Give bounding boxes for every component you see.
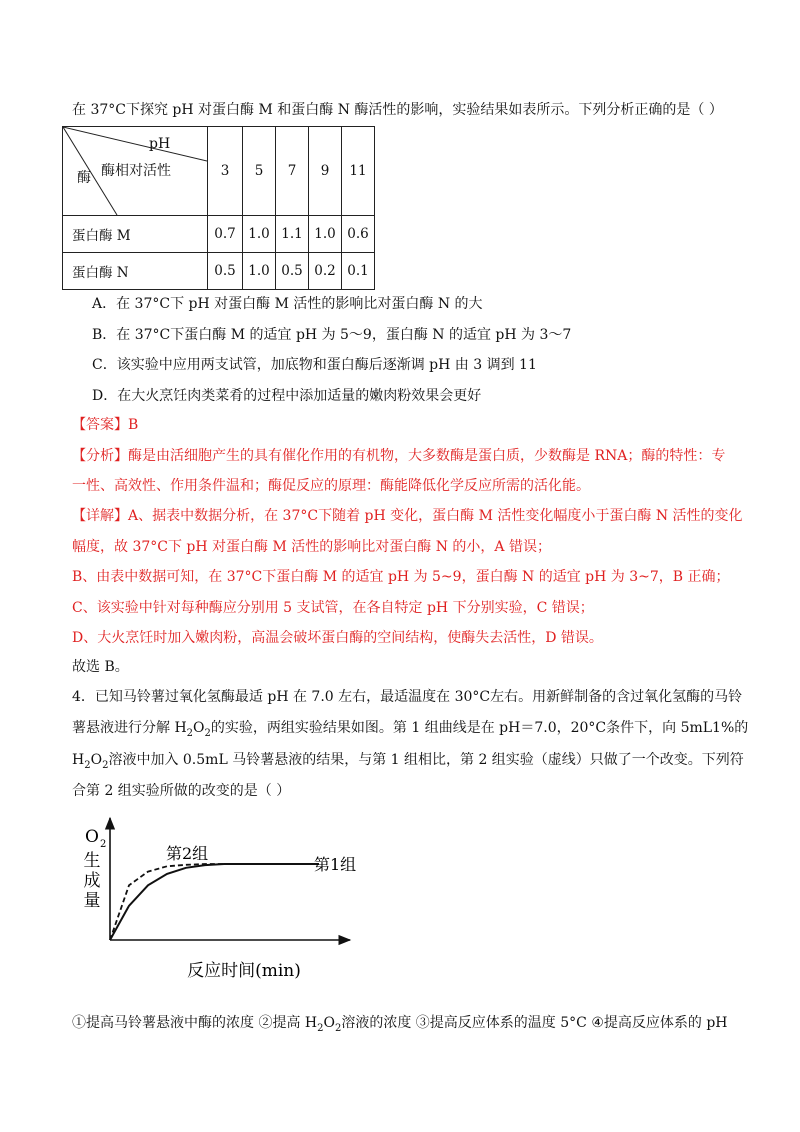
detail-line-2: 幅度，故 37°C下 pH 对蛋白酶 M 活性的影响比对蛋白酶 N 的小，A 错误； (72, 539, 551, 555)
table-cell: 1.0 (309, 216, 342, 253)
table-row (63, 253, 375, 290)
ph-header: 11 (342, 127, 375, 216)
q4-choices: ①提高马铃薯悬液中酶的浓度 ②提高 $H_2O_2$溶液的浓度 ③提高反应体系的温度 5°C ④提高反应体系的 pH (72, 1015, 728, 1034)
detail-line-1: 【详解】A、据表中数据分析，在 37°C下随着 pH 变化，蛋白酶 M 活性变化幅度小于蛋白酶 N 活性的变化 (72, 508, 743, 524)
y-axis-label-char: 生 (83, 851, 101, 871)
y-axis-label-sub: 2 (100, 839, 107, 850)
table-corner-cell (63, 127, 208, 216)
answer-line: 【答案】B (72, 417, 139, 433)
ph-header: 7 (276, 127, 309, 216)
table-header-row (63, 127, 375, 216)
ph-header: 9 (309, 127, 342, 216)
detail-line-d: D、大火烹饪时加入嫩肉粉，高温会破坏蛋白酶的空间结构，使酶失去活性，D 错误。 (72, 630, 603, 646)
y-axis-label-char: 量 (83, 891, 101, 911)
corner-ph-label: pH (149, 136, 171, 152)
conclusion-line: 故选 B。 (72, 659, 129, 675)
ph-header: 3 (208, 127, 243, 216)
series-label-group1: 第1组 (314, 855, 357, 874)
q3-option-a: A．在 37°C下 pH 对蛋白酶 M 活性的影响比对蛋白酶 N 的大 (92, 296, 483, 312)
table-cell: 1.0 (243, 253, 276, 290)
table-cell: 0.1 (342, 253, 375, 290)
q3-option-c: C．该实验中应用两支试管，加底物和蛋白酶后逐渐调 pH 由 3 调到 11 (92, 357, 537, 373)
q3-stem: 在 37°C下探究 pH 对蛋白酶 M 和蛋白酶 N 酶活性的影响，实验结果如表所示。下列分析正确的是（ ） (72, 102, 723, 118)
row-label: 蛋白酶 M (63, 216, 208, 253)
ph-header: 5 (243, 127, 276, 216)
q4-line-4: 合第 2 组实验所做的改变的是（ ） (72, 783, 291, 799)
series-label-group2: 第2组 (166, 844, 209, 863)
y-axis-label-o: O (85, 827, 99, 847)
x-axis-label: 反应时间(min) (187, 961, 301, 981)
o2-production-chart (70, 816, 370, 988)
corner-activity-label: 酶相对活性 (101, 163, 171, 179)
q4-line-1: 4．已知马铃薯过氧化氢酶最适 pH 在 7.0 左右，最适温度在 30°C左右。用新鲜制备的含过氧化氢酶的马铃 (72, 689, 743, 705)
q4-line-3: $H_2O_2$溶液中加入 0.5mL 马铃薯悬液的结果，与第 1 组相比，第 2 组实验（虚线）只做了一个改变。下列符 (72, 752, 744, 771)
detail-line-b: B、由表中数据可知，在 37°C下蛋白酶 M 的适宜 pH 为 5~9，蛋白酶 N 的适宜 pH 为 3~7，B 正确； (72, 569, 730, 585)
table-row (63, 216, 375, 253)
y-axis-label-char: 成 (83, 871, 101, 891)
analysis-line-1: 【分析】酶是由活细胞产生的具有催化作用的有机物，大多数酶是蛋白质，少数酶是 RNA；酶的特性：专 (72, 448, 726, 464)
table-cell: 0.6 (342, 216, 375, 253)
q4-line-2: 薯悬液进行分解 $H_2O_2$的实验，两组实验结果如图。第 1 组曲线是在 pH＝7.0，20°C条件下，向 5mL1%的 (72, 720, 749, 739)
table-cell: 1.1 (276, 216, 309, 253)
row-label: 蛋白酶 N (63, 253, 208, 290)
q3-option-b: B．在 37°C下蛋白酶 M 的适宜 pH 为 5～9，蛋白酶 N 的适宜 pH 为 3～7 (92, 327, 572, 343)
table-cell: 0.2 (309, 253, 342, 290)
enzyme-activity-table (62, 126, 375, 290)
table-cell: 1.0 (243, 216, 276, 253)
table-cell: 0.5 (208, 253, 243, 290)
detail-line-c: C、该实验中针对每种酶应分别用 5 支试管，在各自特定 pH 下分别实验，C 错误； (72, 600, 594, 616)
analysis-line-2: 一性、高效性、作用条件温和；酶促反应的原理：酶能降低化学反应所需的活化能。 (72, 478, 590, 494)
table-cell: 0.7 (208, 216, 243, 253)
corner-enzyme-label: 酶 (77, 170, 91, 186)
table-cell: 0.5 (276, 253, 309, 290)
series-line-group2 (110, 864, 224, 940)
q3-option-d: D．在大火烹饪肉类菜肴的过程中添加适量的嫩肉粉效果会更好 (92, 388, 482, 404)
